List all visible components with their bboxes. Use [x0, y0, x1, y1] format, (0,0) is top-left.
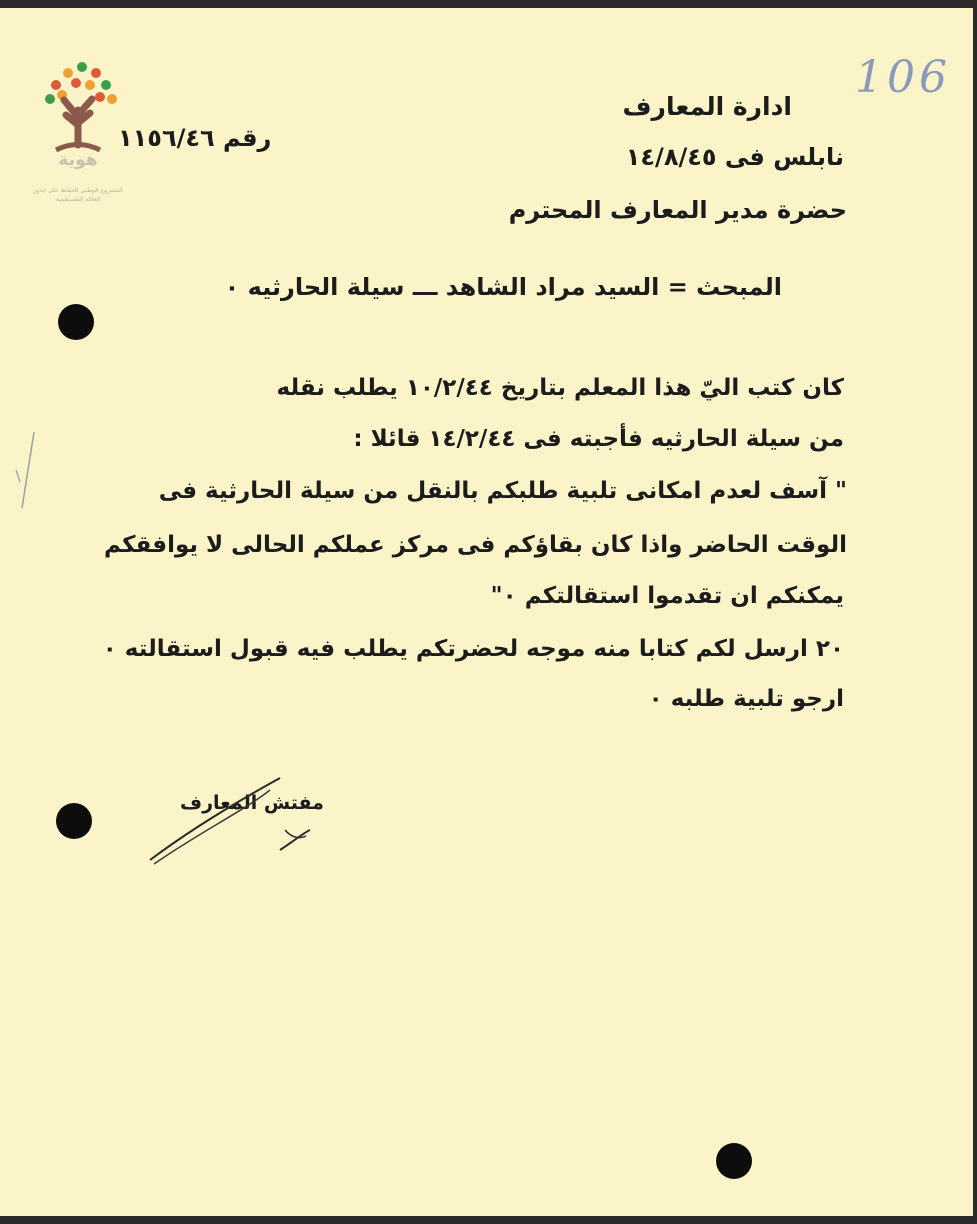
punch-hole: [716, 1143, 752, 1179]
punch-hole: [56, 803, 92, 839]
logo-subtitle: المشروع الوطني للحفاظ على جذور العائلة الفلسطينية: [33, 187, 123, 203]
signature-title: مفتش المعارف: [180, 792, 324, 814]
body-line-7: ارجو تلبية طلبه ٠: [648, 686, 844, 712]
tree-logo-icon: [36, 55, 120, 155]
margin-pencil-mark-icon: [8, 430, 38, 510]
scan-edge: [973, 0, 977, 1224]
page-number: 106: [855, 52, 951, 103]
body-line-4: الوقت الحاضر واذا كان بقاؤكم فى مركز عملكم الحالى لا يوافقكم: [104, 532, 847, 558]
subject-line: المبحث = السيد مراد الشاهد ـــ سيلة الحارثيه ٠: [224, 273, 782, 301]
place-date: نابلس فى ١٤/٨/٤٥: [625, 143, 844, 171]
addressee: حضرة مدير المعارف المحترم: [508, 196, 847, 224]
body-line-2: من سيلة الحارثيه فأجبته فى ١٤/٢/٤٤ قائلا :: [353, 426, 844, 452]
logo-wordmark: هوية: [58, 150, 98, 170]
punch-hole: [58, 304, 94, 340]
body-line-5: يمكنكم ان تقدموا استقالتكم ٠": [490, 583, 844, 609]
body-line-1: كان كتب اليّ هذا المعلم بتاريخ ١٠/٢/٤٤ يطلب نقله: [276, 375, 844, 401]
body-line-3: " آسف لعدم امكانى تلبية طلبكم بالنقل من سيلة الحارثية فى: [158, 478, 847, 504]
reference-number: رقم ١١٥٦/٤٦: [118, 124, 272, 152]
handwritten-signature-icon: [140, 770, 320, 880]
department-heading: ادارة المعارف: [622, 92, 792, 121]
body-line-6: ٢٠ ارسل لكم كتابا منه موجه لحضرتكم يطلب فيه قبول استقالته ٠: [102, 636, 844, 662]
